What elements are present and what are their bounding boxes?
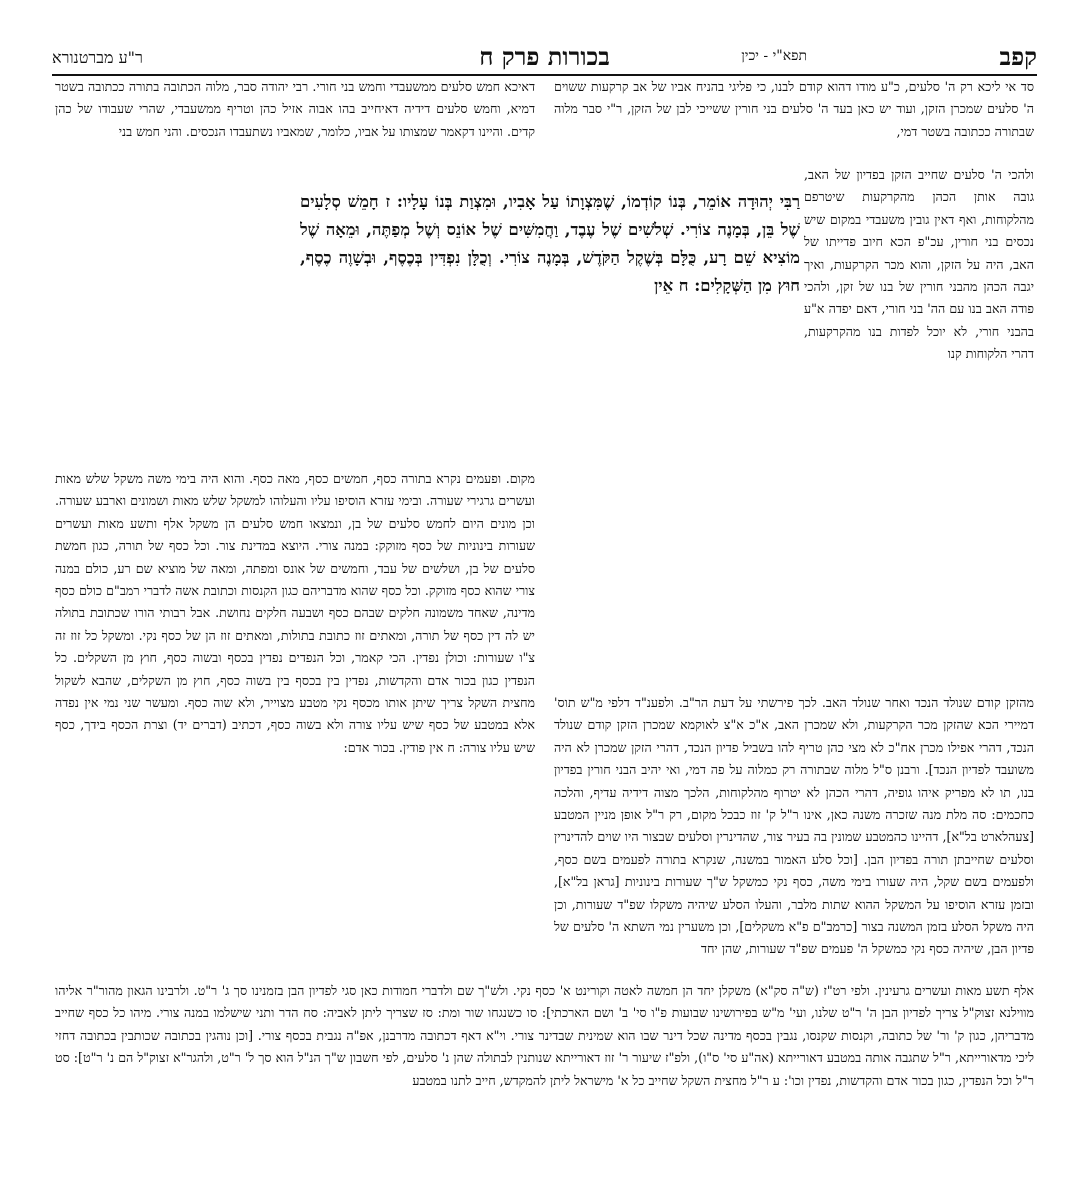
- bartenura-block-3: [55, 468, 535, 900]
- page-number: קפב: [999, 42, 1037, 71]
- yachin-text-1: סד אי ליכא רק ה' סלעים, כ"ע מודו דהוא קודם לבנו, כי פליגי בהניח אביו של אב קרקעות ששוים ה' סלעים שמכרן הזקן, ועוד יש כאן בעד ה' סלעים בני חורין ששייכי לבן של הזקן, ר"י סבר מלוה שבתורה ככתובה בשטר דמי,: [554, 79, 1034, 139]
- bartenura-text-1: דאיכא חמש סלעים ממשעבדי וחמש בני חורי. רבי יהודה סבר, מלוה הכתובה בתורה ככתובה בשטר דמיא, וחמש סלעים דידיה דאיחייב בהו אבוה אזיל כהן וטריף ממשעבדי, שהרי שעבודו של כהן קדים. והיינו דקאמר שמצותו על אביו, כלומר, שמאביו נשתעבדו הנכסים. והני חמש בני: [55, 79, 535, 139]
- yachin-block-1: [554, 76, 1034, 164]
- yachin-text-2: ולהכי ה' סלעים שחייב הזקן בפדיון של האב, גובה אותן הכהן מהקרקעות שיטרפם מהלקוחות, ואף דאין גובין משעבדי במקום שיש נכסים בני חורין, עכ"פ הכא חיוב פדייתו של האב, היה על הזקן, והוא מכר הקרקעות, ואיך יגבה הכהן מהבני חורין של בנו של זקן, ולהכי פודה האב בנו עם הה' בני חורי, דאם יפדה א"ע בהבני חורי, לא יוכל לפדות בנו מהקרקעות, דהרי הלקוחות קנו: [804, 167, 1034, 362]
- page-title: בכורות פרק ח: [479, 42, 610, 71]
- page-header: [52, 40, 1037, 76]
- yachin-full-width-block: [55, 980, 1034, 1138]
- yachin-label: תפא"י - יכין: [741, 48, 807, 64]
- mishnah-text-block: [300, 188, 800, 468]
- commentator-label: ר"ע מברטנורא: [52, 48, 143, 67]
- bartenura-text-3: מקום. ופעמים נקרא בתורה כסף, חמשים כסף, מאה כסף. והוא היה בימי משה משקל שלש מאות ועשרים גרגירי שעורה. ובימי עזרא הוסיפו עליו והעלוהו למשקל שלש מאות ושמונים וארבע שעורה. וכן מונים היום לחמש סלעים של בן, ונמצאו חמש סלעים הן משקל אלף ותשע מאות ועשרים שעורות בינוניות של כסף מזוקק: במנה צורי. היוצא במדינת צור. וכל כסף של תורה, כגון חמשת סלעים של בן, ושלשים של עבד, וחמשים של אונס ומפתה, ומאה של מוציא שם רע, כולם במנה צורי שהוא כסף מזוקק. וכל כסף שהוא מדבריהם כגון הקנסות וכתובת אשה לדברי רמב"ם כולם כסף מדינה, שאחד משמונה חלקים שבהם כסף ושבעה חלקים נחושת. אבל רבותי הורו שכתובת בתולה יש לה דין כסף של תורה, ומאתים זוז כתובת בתולות, ומאתים זוז הן של כסף נקי. ומשקל כל זוז זה צ"ו שעורות: וכולן נפדין. הכי קאמר, וכל הנפדים נפדין בכסף ובשוה כסף, חוץ מן השקלים. כל הנפדין כגון בכור אדם והקדשות, נפדין בין בכסף בין בשוה כסף, חוץ מן השקלים, שהבא לשקול מחצית השקל צריך שיתן אותו מכסף נקי מטבע מצוייר, ולא שוה כסף. ומעשר שני נמי אין נפדה אלא במטבע של כסף שיש עליו צורה ולא בשוה כסף, דכתיב (דברים יד) וצרת הכסף בידך, כסף שיש עליו צורה: ח אין פודין. בכור אדם:: [55, 471, 535, 755]
- mishnah-text: רַבִּי יְהוּדָה אוֹמֵר, בְּנוֹ קוֹדְמוֹ, שֶׁמִּצְוָתוֹ עַל אָבִיו, וּמִצְוַת בְּנוֹ עָלָיו: ז חָמֵשׁ סְלָעִים שֶׁל בֵּן, בְּמָנֶה צוֹרִי. שְׁלֹשִׁים שֶׁל עֶבֶד, וַחֲמִשִּׁים שֶׁל אוֹנֵס וְשֶׁל מְפַתֶּה, וּמֵאָה שֶׁל מוֹצִיא שֵׁם רָע, כֻּלָּם בְּשֶׁקֶל הַקֹּדֶשׁ, בְּמָנֶה צוֹרִי. וְכֻלָּן נִפְדִּין בְּכֶסֶף, וּבְשָׁוֶה כֶסֶף, חוּץ מִן הַשְּׁקָלִים: ח אֵין: [300, 192, 800, 295]
- yachin-full-width-text: אלף תשע מאות ועשרים גרעינין. ולפי רט"ז (ש"ה סק"א) משקלן יחד הן חמשה לאטה וקורינט א' כסף נקי. ולש"ך שם ולדברי חמודות כאן סגי לפדיון הבן בזמנינו סך ג' ר"ט. ולרבינו הגאון מהור"ר אליהו מווילנא זצוק"ל צריך לפדיון הבן ה' ר"ט שלנו, ועי' מ"ש בפירושינו שבועות פ"ו סי' ב' ושם הארכתי]: סו כשנגחו שור ומת: סז שצריך ליתן לאביה: סח הדר ותני שישלמו במנה צורי. מיהו כל כסף שחייב מדבריהן, כגון ק' ור' של כתובה, וקנסות שקנסו, נגבין בכסף מדינה שכל דינר שבו הוא שמינית שבדינר צורי. וי"א דאף דכתובה מדרבנן, אפ"ה נגבית בכסף צורי. [וכן נוהגין בכתובה שכותבין בכתובה דחזי ליכי מדאורייתא, ר"ל שתגבה אותה במטבע דאורייתא (אה"ע סי' ס"ו), ולפ"ז שיעור ר' זוז דאורייתא שנותנין לבתולה שהן נ' סלעים, לפי חשבון ש"ך הנ"ל הוא סך ל' ר"ט, ולהגר"א זצוק"ל הם נ' ר"ט]: סט ר"ל וכל הנפדין, כגון בכור אדם והקדשות, נפדין וכו': ע ר"ל מחצית השקל שחייב כל א' מישראל ליתן להמקדש, חייב לתנו במטבע: [55, 983, 1034, 1088]
- yachin-block-2: [804, 164, 1034, 692]
- yachin-block-3: [554, 692, 1034, 980]
- yachin-text-3: מהזקן קודם שנולד הנכד ואחר שנולד האב. לכך פירשתי על דעת הר"ב. ולפענ"ד דלפי מ"ש תוס' דמיירי הכא שהזקן מכר הקרקעות, ולא שמכרן האב, א"כ א"צ לאוקמא שמכרן הזקן קודם שנולד הנכד, דהרי אפילו מכרן אח"כ לא מצי כהן טריף להו בשביל פדיון הנכד, דהרי הזקן שמכרן לא היה משועבד לפדיון הנכד]. ורבנן ס"ל מלוה שבתורה רק כמלוה על פה דמי, ואי יהיב הבני חורין בפדיון בנו, תו לא מפריק איהו גופיה, דהרי הכהן לא יטרוף מהלקוחות, הלכך מצוה דידיה עדיף, והלכה כחכמים: סה מלת מנה שזכרה משנה כאן, אינו ר"ל ק' זוז כבכל מקום, רק ר"ל אופן מניין המטבע [צעהלארט בל"א], דהיינו כהמטבע שמונין בה בעיר צור, שהדינרין וסלעים שבצור היו שוים להדינרין וסלעים שחייבתן תורה בפדיון הבן. [וכל סלע האמור במשנה, שנקרא בתורה לפעמים בשם כסף, ולפעמים בשם שקל, היה שעורו בימי משה, כסף נקי כמשקל ש"ך שעורות בינוניות [גראן בל"א], ובזמן עזרא הוסיפו על המשקל ההוא שתות מלבר, והעלו הסלע שיהיה משקלו שפ"ד שעורות, וכן היה משקל הסלע בזמן המשנה בצור [כרמב"ם פ"א משקלים], וכן משערין נמי השתא ה' סלעים של פדיון הבן, שיהיה כסף נקי כמשקל ה' פעמים שפ"ד שעורות, שהן יחד: [554, 695, 1034, 957]
- bartenura-block-1: [55, 76, 535, 188]
